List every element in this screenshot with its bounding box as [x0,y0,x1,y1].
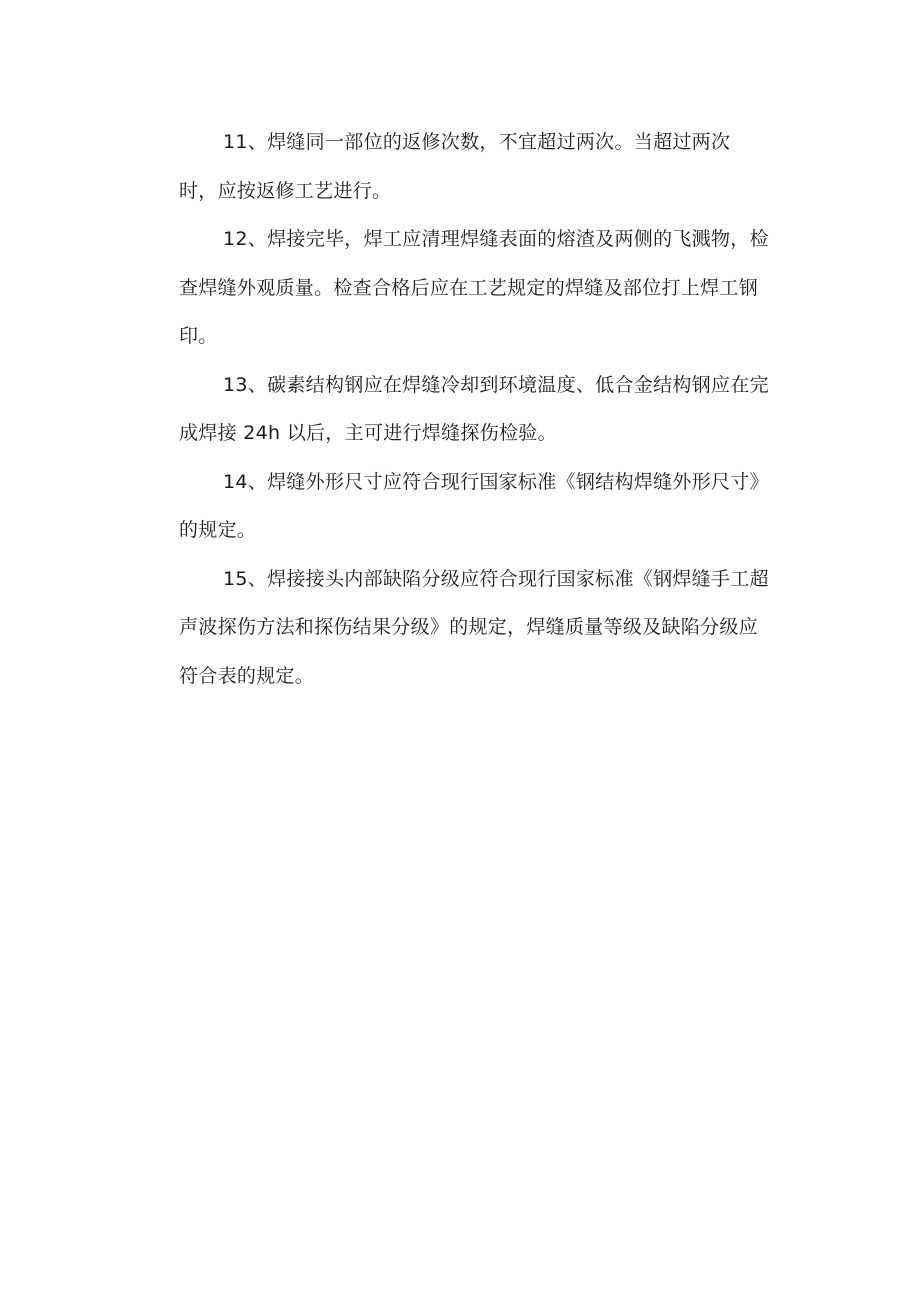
paragraph-14 [179,458,799,555]
paragraph-line: 11、焊缝同一部位的返修次数，不宜超过两次。当超过两次 [223,131,731,153]
paragraph-line: 声波探伤方法和探伤结果分级》的规定，焊缝质量等级及缺陷分级应 [179,616,759,638]
paragraph-line: 符合表的规定。 [179,664,315,687]
paragraph-13 [179,361,799,458]
paragraph-line: 印。 [179,325,218,347]
paragraph-12 [179,215,799,361]
paragraph-line: 15、焊接接头内部缺陷分级应符合现行国家标准《钢焊缝手工超 [223,567,769,590]
paragraph-line: 的规定。 [179,519,257,541]
paragraph-line: 13、碳素结构钢应在焊缝冷却到环境温度、低合金结构钢应在完 [223,373,769,396]
document-body [179,118,799,700]
paragraph-line: 12、焊接完毕，焊工应清理焊缝表面的熔渣及两侧的飞溅物，检 [223,228,769,250]
paragraph-line: 时，应按返修工艺进行。 [179,179,392,202]
paragraph-15 [179,555,799,701]
paragraph-11 [179,118,799,215]
paragraph-line: 查焊缝外观质量。检查合格后应在工艺规定的焊缝及部位打上焊工钢 [179,276,759,299]
paragraph-line: 成焊接 24h 以后，主可进行焊缝探伤检验。 [179,422,557,444]
paragraph-line: 14、焊缝外形尺寸应符合现行国家标准《钢结构焊缝外形尺寸》 [223,470,769,493]
